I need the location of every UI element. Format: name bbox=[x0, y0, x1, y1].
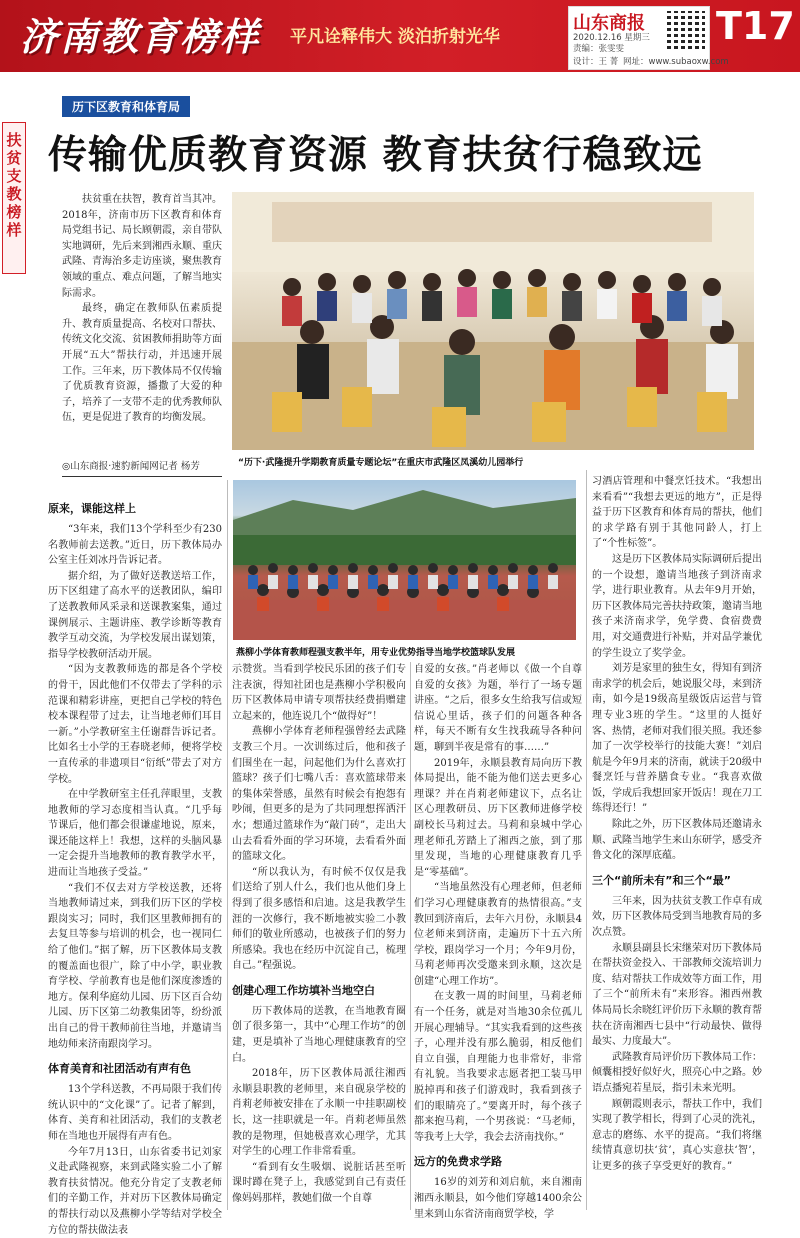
article-paragraph: 顾朝霞则表示，帮扶工作中，我们实现了教学相长，得到了心灵的洗礼，意志的磨练、水平的提高。“我们将继续情真意切扶‘贫’，真心实意扶‘智’，让更多的孩子享受更好的教育。” bbox=[592, 1098, 762, 1172]
masthead-slogan: 平凡诠释伟大 淡泊折射光华 bbox=[290, 27, 500, 47]
section-heading: 原来，课能这样上 bbox=[48, 502, 136, 515]
side-category-tab bbox=[2, 122, 26, 274]
page-number: T17 bbox=[716, 4, 795, 48]
article-paragraph: “因为支教教师选的都是各个学校的骨干，因此他们不仅带去了学科的示范课和精彩讲座，更把自己学校的特色校本课程带了过去，让当地老师们耳目一新。”小学教研室主任谢群告诉记者。比如名士小学的王春晓老师，便将学校一直传承的非遗项目“衍纸”带去了对方学校。 bbox=[48, 664, 222, 785]
article-paragraph: 16岁的刘芳和刘启航，来自湘南湘西永顺县，如今他们穿越1400余公里来到山东省济南商贸学校，学 bbox=[414, 1177, 582, 1220]
article-paragraph: 刘芳是家里的独生女，得知有到济南求学的机会后，她说服父母，来到济南，如今是19级高星级饭店运营与管理专业3班的学生。“这里的人挺好客、热情，老师对我们很关照。我还参加了一次学校举行的技能大赛！”刘启航是今年9月来的济南，就读于20级中餐烹饪与营养膳食专业。“我喜欢做饭，学成后我想回家开饭店！现在刀工练得还行！” bbox=[592, 663, 762, 815]
basketball-team-photo bbox=[233, 480, 576, 640]
forum-photo-scene bbox=[232, 192, 754, 450]
article-paragraph: “看到有女生吸烟、说脏话甚至听课时蹲在凳子上，我感觉到自己有责任像妈妈那样，教她们做一个自尊 bbox=[232, 1161, 406, 1204]
article-paragraph: 2018年，历下区教体局派往湘西永顺县职教的老师里，来自砚泉学校的肖莉老师被安排在了永顺一中挂职副校长，这一挂职就是一年。肖莉老师虽然教的是物理，但她极喜欢心理学，尤其对学生的心理工作非常看重。 bbox=[232, 1068, 406, 1158]
masthead-title: 济南教育榜样 bbox=[20, 14, 261, 59]
web-line: 网址：www.subaoxw.com bbox=[623, 57, 729, 67]
photo1-caption: “历下·武隆提升学期教育质量专题论坛”在重庆市武隆区凤溪幼儿园举行 bbox=[238, 458, 524, 468]
article-paragraph: 这是历下区教体局实际调研后提出的一个设想，邀请当地孩子到济南求学，进行职业教育。从去年9月开始，历下区教体局完善扶持政策，邀请当地孩子来济南求学，免学费、食宿费费用，对交通费进行补贴，并对品学兼优的学生设立了奖学金。 bbox=[592, 553, 762, 659]
column-divider bbox=[227, 480, 228, 1210]
lead-paragraph: 扶贫重在扶智，教育首当其冲。2018年，济南市历下区教育和体育局党组书记、局长顾朝霞，亲自带队实地调研，先后来到湘西永顺、重庆武隆、青海治多走访座谈，聚焦教育领域的重点、难点问题，了解当地实际需求。 bbox=[62, 194, 222, 299]
lead-paragraph: 最终，确定在教师队伍素质提升、教育质量提高、名校对口帮扶、传统文化交流、贫困教师捐助等方面开展“五大”帮扶行动，并迅速开展工作。三年来，历下教体局不仅传输了优质教育资源，播撒了大爱的种子，培养了一支带不走的优秀教师队伍，更是促进了教育的均衡发展。 bbox=[62, 303, 222, 424]
side-tab-label: 扶贫支教榜样 bbox=[6, 131, 22, 239]
photo2-caption: 燕柳小学体育教师程强支教半年，用专业优势指导当地学校篮球队发展 bbox=[236, 648, 516, 658]
basketball-photo-scene bbox=[233, 480, 576, 640]
byline: ◎山东商报·速豹新闻网记者 杨芳 bbox=[62, 461, 200, 472]
date-line: 2020.12.16 星期三 bbox=[573, 33, 650, 43]
article-column-4 bbox=[592, 474, 762, 1212]
design-line: 设计：王 菁 bbox=[573, 57, 619, 67]
article-paragraph: 今年7月13日，山东省委书记刘家义赴武隆视察，来到武隆实验二小了解教育扶贫情况。他充分肯定了支教老师们的辛勤工作，并对历下区教体局确定的帮扶行动以及燕柳小学等结对学校全方位的帮扶做法表 bbox=[48, 1146, 222, 1236]
article-paragraph: “3年来，我们13个学科至少有230名教师前去送教。”近日，历下教体局办公室主任刘冰丹告诉记者。 bbox=[48, 524, 222, 567]
article-paragraph: 自爱的女孩。”肖老师以《做一个自尊自爱的女孩》为题，举行了一场专题讲座。“之后，很多女生给我写信或短信说心里话，孩子们的问题各种各样，每天不断有女生找我疏导各种问题，聊到半夜是常有的事……” bbox=[414, 664, 582, 753]
paper-info-box bbox=[568, 6, 729, 70]
article-paragraph: 燕柳小学体育老师程强曾经去武隆支教三个月。一次训练过后，他和孩子们围坐在一起，问起他们为什么喜欢打篮球？孩子们七嘴八舌：喜欢篮球带来的集体荣誉感，虽然有时候会有抱怨有吵闹，但更多的是为了共同理想挥洒汗水；想通过篮球作为“敲门砖”，走出大山去看看外面的学习环境，去看看外面的篮球文化。 bbox=[232, 726, 406, 863]
article-paragraph: 13个学科送教，不再局限于我们传统认识中的“文化课”了。记者了解到，体育、美育和社团活动，我们的支教老师在当地也开展得有声有色。 bbox=[48, 1084, 222, 1142]
page-headline: 传输优质教育资源 教育扶贫行稳致远 bbox=[48, 133, 703, 178]
article-column-3 bbox=[414, 662, 582, 1220]
section-heading: 创建心理工作坊填补当地空白 bbox=[232, 983, 375, 997]
section-heading: 体育美育和社团活动有声有色 bbox=[48, 1062, 191, 1076]
article-paragraph: 在中学教研室主任孔萍眼里，支教地教师的学习态度相当认真。“几乎每节课后，他们都会很谦虚地说，原来，课还能这样上！我想，这样的头脑风暴一定会提升当地教师的教育教学水平，进而让当地孩子受益。” bbox=[48, 789, 222, 879]
article-paragraph: “我们不仅去对方学校送教，还将当地教师请过来，到我们历下区的学校跟岗实习；同时，我们区里教师拥有的去复旦等参与培训的机会，也一视同仁给了他们。”据了解，历下区教体局支教的覆盖面也很广，除了中小学，职业教育学校、学前教育也是他们深度渗透的地方。保利华庭幼儿园、历下区百合幼儿园、历下区第二幼教集团等，纷纷派出自己的骨干教师前往当地，并邀请当地幼师来济南跟岗学习。 bbox=[48, 882, 222, 1050]
article-paragraph: 除此之外，历下区教体局还邀请永顺、武隆当地学生来山东研学，感受齐鲁文化的深厚底蕴。 bbox=[592, 819, 762, 862]
article-paragraph: “当地虽然没有心理老师，但老师们学习心理健康教育的热情很高。”支教回到济南后，去年六月份，永顺县4位老师来到济南，走遍历下十五六所学校，跟岗学习一个月；今年9月份，马莉老师再次受邀来到永顺，这次是创建“心理工作坊”。 bbox=[414, 882, 582, 987]
forum-photo bbox=[232, 192, 754, 450]
article-paragraph: 据介绍，为了做好送教送培工作，历下区组建了高水平的送教团队，编印了送教教师风采录和送课教案集，通过课例展示、主题讲座、教学诊断等教育教学互动交流，为学校发展出谋划策，指导学校教研活动开展。 bbox=[48, 570, 222, 660]
article-paragraph: 历下教体局的送教，在当地教育圈创了很多第一，其中“心理工作坊”的创建，更是填补了当地心理健康教育的空白。 bbox=[232, 1005, 406, 1064]
qr-code-pattern bbox=[667, 11, 705, 49]
editor-line: 责编：张雯雯 bbox=[573, 44, 625, 54]
article-paragraph: 在支教一周的时间里，马莉老师有一个任务，就是对当地30余位孤儿开展心理辅导。“其实我看到的这些孩子，心理并没有那么脆弱，相反他们自立自强，自理能力也非常好，非常有礼貌。当我要求志愿者把工装马甲脱掉再和孩子们游戏时，我看到孩子们的眼睛亮了。”要离开时，每个孩子都来抱马莉，一个男孩说：“马老师，等我考上大学，我会去济南找你。” bbox=[414, 991, 582, 1143]
column-divider bbox=[410, 662, 411, 1210]
paper-name: 山东商报 bbox=[573, 13, 645, 34]
article-column-2 bbox=[232, 662, 406, 1212]
article-paragraph: 2019年，永顺县教育局向历下教体局提出，能不能为他们送去更多心理课？并在肖莉老师建议下，点名让区心理教研员、历下区教师进修学校副校长马莉过去。马莉和泉城中学心理老师孔芳踏上了湘西之旅，到了那里发现，当地的心理健康教育几乎是“零基础”。 bbox=[414, 757, 582, 878]
divider bbox=[62, 476, 222, 477]
section-heading: 远方的免费求学路 bbox=[414, 1155, 502, 1169]
article-paragraph: 武隆教育局评价历下教体局工作：倾囊相授好似好火，照亮心中之路。妙语点播宛若星辰，指引未来光明。 bbox=[592, 1051, 762, 1094]
section-label: 历下区教育和体育局 bbox=[62, 96, 190, 117]
article-paragraph: 习酒店管理和中餐烹饪技术。“我想出来看看”“我想去更远的地方”，正是得益于历下区教育和体育局的帮扶，他们的求学路有别于其他同龄人，打上了“个性标签”。 bbox=[592, 476, 762, 550]
section-heading: 三个“前所未有”和三个“最” bbox=[592, 873, 731, 887]
column-divider bbox=[586, 470, 587, 1210]
lead-column bbox=[62, 192, 222, 436]
article-paragraph: “所以我认为，有时候不仅仅是我们送给了别人什么，我们也从他们身上得到了很多感悟和启迪。这是我教学生涯的一次修行，我不断地被实验二小教师们的敬业所感动，也被孩子们的努力所感染。我也在经历中沉淀自己，梳理自己。”程强说。 bbox=[232, 866, 406, 972]
article-column-1 bbox=[48, 500, 222, 1236]
article-paragraph: 永顺县副县长宋继荣对历下教体局在帮扶资金投入、干部教师交流培训力度、结对帮扶工作成效等方面工作，用了三个“前所未有”来形容。湘西州教体局局长余晓红评价历下永顺的教育帮扶在济南湘西七县中“行动最快、做得最实、力度最大”。 bbox=[592, 942, 762, 1048]
article-paragraph: 示赞赏。当看到学校民乐团的孩子们专注表演，得知社团也是燕柳小学积极向历下区教体局申请专项帮扶经费捐赠建立起来的，他连说几个“做得好”！ bbox=[232, 664, 406, 722]
article-paragraph: 三年来，因为扶贫支教工作卓有成效，历下区教体局受到当地教育局的多次点赞。 bbox=[592, 895, 762, 939]
